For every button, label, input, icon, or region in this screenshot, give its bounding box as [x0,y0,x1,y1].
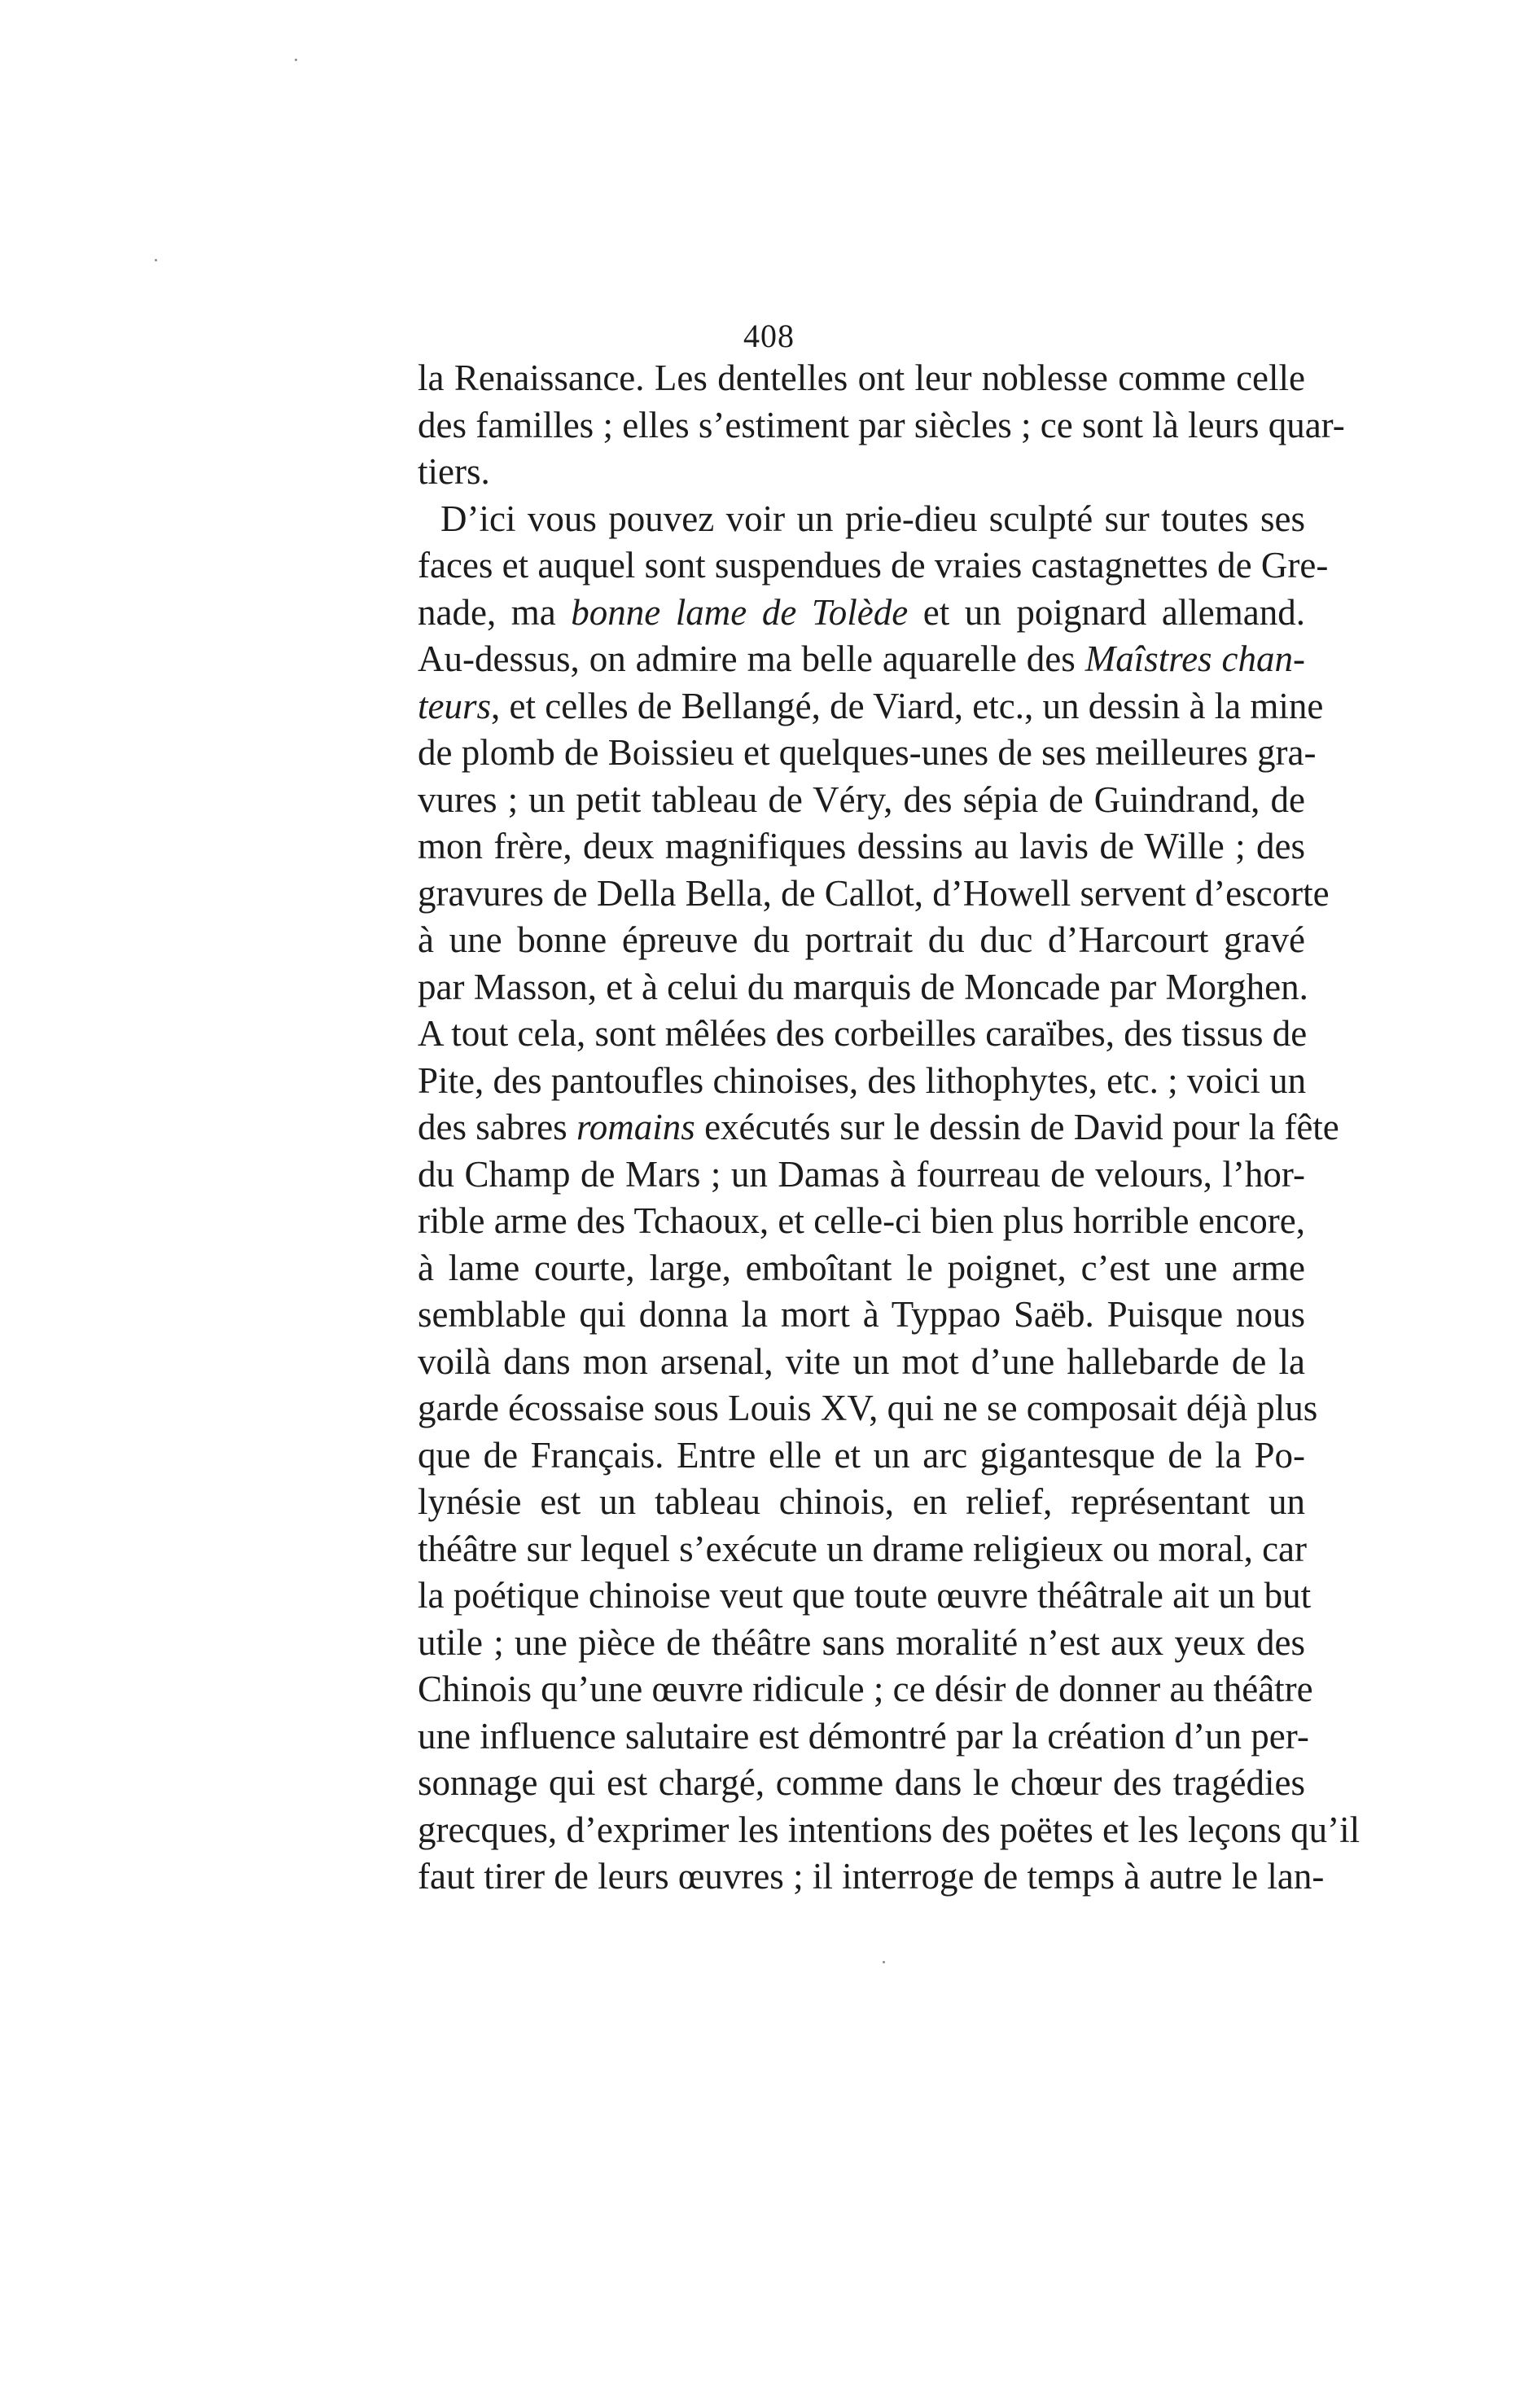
text-line-32: grecques, d’exprimer les intentions des poëtes et les leçons qu’il [418,1809,1361,1850]
text-line-13: à une bonne épreuve du portrait du duc d’Harcourt gravé [418,919,1305,960]
text-line-26: théâtre sur lequel s’exécute un drame religieux ou moral, car [418,1528,1308,1569]
text-line-1: la Renaissance. Les dentelles ont leur noblesse comme celle [418,357,1305,398]
italic-phrase: teurs [418,685,491,726]
text-line-8: teurs, et celles de Bellangé, de Viard, etc., un dessin à la mine [418,685,1324,726]
text-line-10: vures ; un petit tableau de Véry, des sépia de Guindrand, de [418,779,1305,820]
text-line-27: la poétique chinoise veut que toute œuvre théâtrale ait un but [418,1575,1312,1616]
text-line-24: que de Français. Entre elle et un arc gigantesque de la Po- [418,1434,1305,1476]
body-text [418,355,1361,1901]
scan-speck [155,259,157,261]
text-line-23: garde écossaise sous Louis XV, qui ne se composait déjà plus [418,1388,1318,1428]
text-line-6: nade, ma bonne lame de Tolède et un poignard allemand. [418,591,1306,633]
italic-phrase: Maîstres chan- [1084,638,1305,679]
scan-speck [295,59,297,61]
text-line-11: mon frère, deux magnifiques dessins au lavis de Wille ; des [418,826,1305,866]
text-line-30: une influence salutaire est démontré par la création d’un per- [418,1715,1309,1757]
text-line-17: des sabres romains exécutés sur le dessin de David pour la fête [418,1107,1339,1147]
text-line-28: utile ; une pièce de théâtre sans moralité n’est aux yeux des [418,1621,1305,1663]
text-line-7: Au-dessus, on admire ma belle aquarelle des Maîstres chan- [418,638,1305,679]
italic-phrase: romains [576,1107,695,1147]
text-line-3: tiers. [418,451,490,492]
text-line-4: D’ici vous pouvez voir un prie-dieu sculpté sur toutes ses [440,498,1305,539]
text-line-14: par Masson, et à celui du marquis de Moncade par Morghen. [418,966,1308,1007]
text-line-22: voilà dans mon arsenal, vite un mot d’une hallebarde de la [418,1340,1305,1382]
text-line-18: du Champ de Mars ; un Damas à fourreau de velours, l’hor- [418,1153,1305,1195]
scan-speck [883,1961,885,1963]
text-line-25: lynésie est un tableau chinois, en relief, représentant un [418,1481,1305,1522]
text-line-15: A tout cela, sont mêlées des corbeilles caraïbes, des tissus de [418,1013,1308,1054]
text-line-16: Pite, des pantoufles chinoises, des lithophytes, etc. ; voici un [418,1059,1307,1101]
page-number: 408 [743,318,795,354]
text-line-9: de plomb de Boissieu et quelques-unes de ses meilleures gra- [418,732,1317,773]
text-line-2: des familles ; elles s’estiment par siècles ; ce sont là leurs quar- [418,404,1345,445]
text-line-19: rible arme des Tchaoux, et celle-ci bien plus horrible encore, [418,1200,1305,1241]
text-line-20: à lame courte, large, emboîtant le poignet, c’est une arme [418,1247,1305,1288]
text-line-12: gravures de Della Bella, de Callot, d’Howell servent d’escorte [418,872,1330,914]
text-line-31: sonnage qui est chargé, comme dans le chœur des tragédies [418,1762,1305,1803]
italic-phrase: bonne lame de Tolède [571,591,909,633]
text-line-21: semblable qui donna la mort à Typpao Saëb. Puisque nous [418,1294,1305,1335]
text-line-33: faut tirer de leurs œuvres ; il interroge de temps à autre le lan- [418,1856,1325,1897]
text-line-5: faces et auquel sont suspendues de vraies castagnettes de Gre- [418,545,1329,586]
text-line-29: Chinois qu’une œuvre ridicule ; ce désir de donner au théâtre [418,1669,1313,1709]
